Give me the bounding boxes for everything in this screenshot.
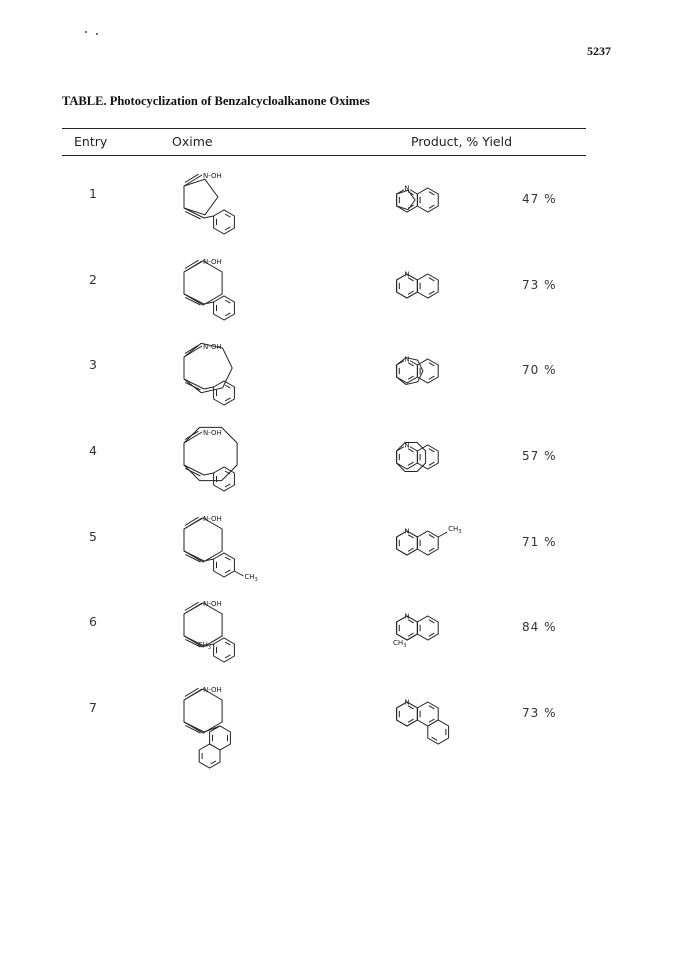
yield-value: 73 % — [522, 278, 557, 292]
yield-value: 84 % — [522, 620, 557, 634]
yield-value: 70 % — [522, 363, 557, 377]
product-structure — [393, 613, 438, 650]
product-structure — [397, 271, 439, 299]
pyridine-n-label: N — [404, 527, 410, 536]
methyl-label: $CH_3$ — [393, 639, 407, 649]
oxime-structure — [184, 343, 234, 405]
product-structure — [397, 442, 439, 472]
pyridine-n-label: N — [404, 441, 410, 450]
table-title — [62, 94, 370, 109]
pyridine-n-label: N — [404, 612, 410, 621]
methyl-label: $CH_3$ — [244, 573, 258, 583]
entry-number: 4 — [89, 443, 97, 458]
yield-value: 71 % — [522, 535, 557, 549]
oxime-structure — [184, 515, 258, 583]
oxime-noh-label: N-OH — [203, 429, 222, 437]
table-label: TABLE. — [62, 94, 107, 108]
pyridine-n-label: N — [404, 184, 410, 193]
scan-speck — [85, 31, 87, 33]
entry-number: 5 — [89, 529, 97, 544]
yield-value: 47 % — [522, 192, 557, 206]
oxime-diagram — [120, 337, 270, 437]
header-entry: Entry — [74, 134, 108, 149]
oxime-noh-label: N-OH — [203, 515, 222, 523]
oxime-structure — [184, 600, 234, 662]
oxime-noh-label: N-OH — [203, 600, 222, 608]
oxime-diagram — [120, 423, 270, 523]
oxime-diagram — [120, 594, 270, 694]
oxime-noh-label: N-OH — [203, 172, 222, 180]
oxime-structure — [184, 172, 234, 234]
product-structure — [397, 185, 439, 213]
product-diagram — [335, 337, 495, 437]
methyl-label: $CH_3$ — [197, 641, 212, 651]
page-number: 5237 — [587, 44, 611, 58]
product-structure — [397, 356, 439, 385]
entry-number: 6 — [89, 614, 97, 629]
header-product: Product, % Yield — [411, 134, 513, 149]
oxime-diagram — [120, 166, 270, 266]
oxime-noh-label: N-OH — [203, 686, 222, 694]
entry-number: 1 — [89, 186, 97, 201]
product-structure — [397, 525, 462, 555]
header-oxime: Oxime — [172, 134, 213, 149]
yield-value: 57 % — [522, 449, 557, 463]
entry-number: 7 — [89, 700, 97, 715]
pyridine-n-label: N — [404, 270, 410, 279]
pyridine-n-label: N — [404, 355, 410, 364]
methyl-label: $CH_3$ — [448, 525, 462, 535]
yield-value: 73 % — [522, 706, 557, 720]
oxime-noh-label: N-OH — [203, 343, 222, 351]
product-diagram — [335, 166, 495, 266]
oxime-structure — [184, 686, 230, 768]
scan-speck — [96, 33, 98, 35]
product-structure — [397, 699, 449, 745]
product-diagram — [335, 594, 495, 694]
entry-number: 2 — [89, 272, 97, 287]
header-rule-bottom — [62, 155, 586, 156]
product-diagram — [335, 423, 495, 523]
entry-number: 3 — [89, 357, 97, 372]
oxime-structure — [184, 427, 237, 491]
header-rule-top — [62, 128, 586, 129]
product-diagram — [335, 680, 495, 780]
oxime-diagram — [120, 680, 270, 780]
oxime-structure — [184, 258, 234, 320]
oxime-noh-label: N-OH — [203, 258, 222, 266]
table-caption: Photocyclization of Benzalcycloalkanone Oximes — [109, 94, 370, 108]
pyridine-n-label: N — [404, 698, 410, 707]
